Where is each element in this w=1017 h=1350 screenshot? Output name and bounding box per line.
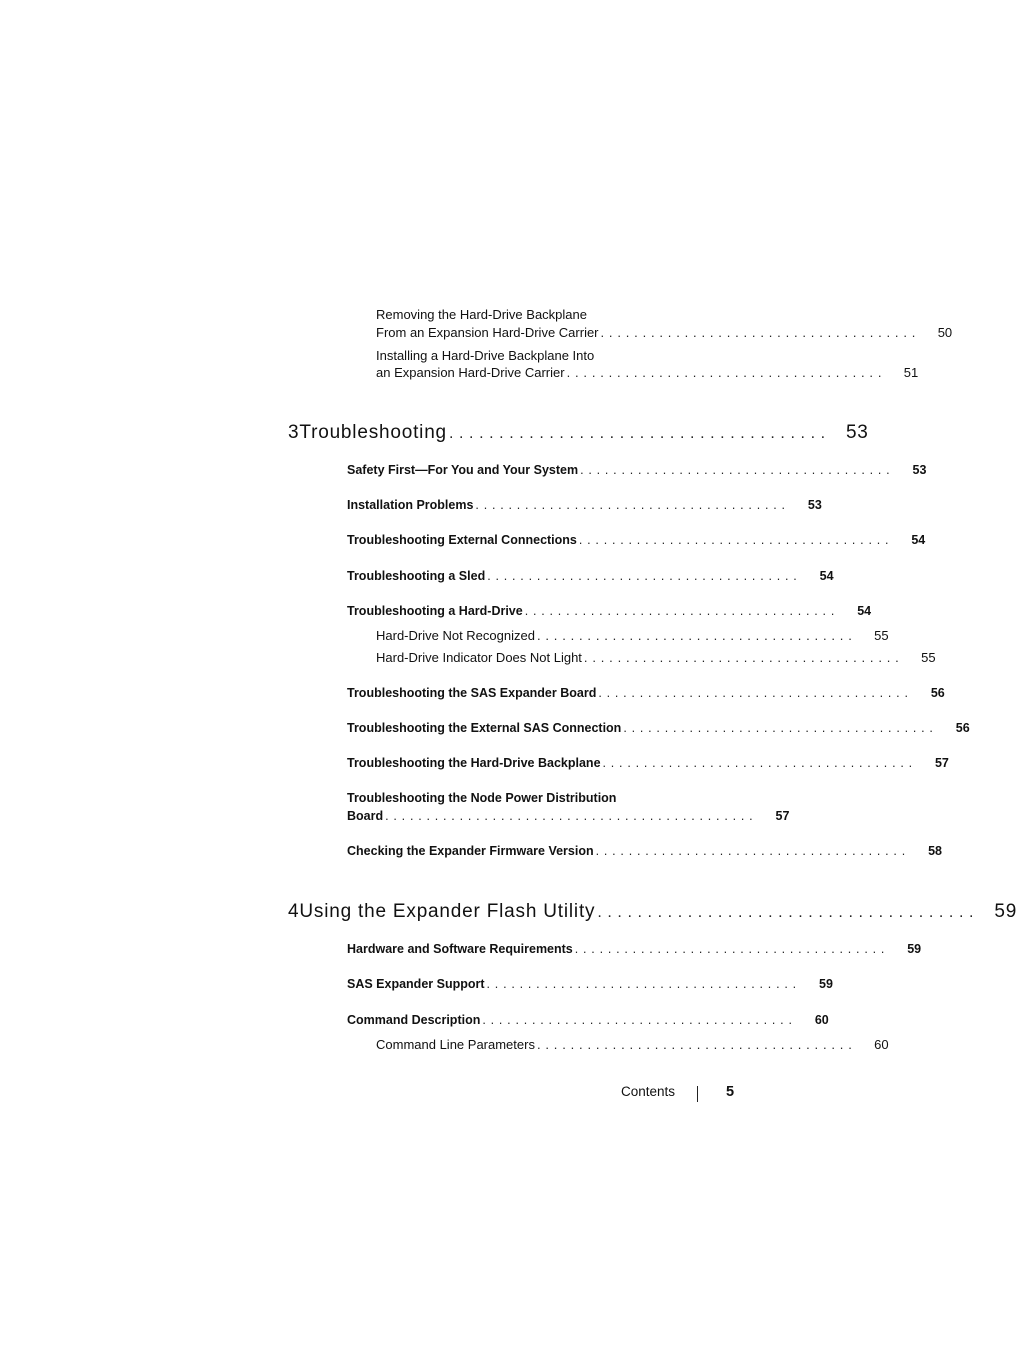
dot-leader: ...................................... bbox=[475, 498, 790, 512]
dot-leader: ...................................... bbox=[482, 1013, 797, 1027]
toc-entry[interactable] bbox=[376, 1037, 889, 1052]
toc-page-number: 54 bbox=[819, 569, 834, 583]
chapter-title: Troubleshooting bbox=[299, 422, 447, 443]
toc-entry[interactable] bbox=[347, 1013, 829, 1027]
toc-page-number: 56 bbox=[930, 686, 945, 700]
toc-page-number: 57 bbox=[934, 756, 949, 770]
toc-entry-title: From an Expansion Hard-Drive Carrier bbox=[376, 325, 599, 340]
toc-entry-title: Troubleshooting a Hard-Drive bbox=[347, 604, 523, 618]
dot-leader: ...................................... bbox=[595, 844, 910, 858]
toc-entry-title: Troubleshooting External Connections bbox=[347, 533, 577, 547]
dot-leader: ...................................... bbox=[448, 425, 831, 442]
toc-page-number: 56 bbox=[955, 721, 970, 735]
dot-leader: ...................................... bbox=[524, 604, 840, 618]
toc-entry-title-line1: Removing the Hard-Drive Backplane bbox=[376, 307, 587, 322]
toc-entry-title: Hard-Drive Not Recognized bbox=[376, 628, 535, 643]
toc-page-number: 59 bbox=[994, 901, 1017, 922]
toc-entry-title: Installation Problems bbox=[347, 498, 474, 512]
dot-leader: ...................................... bbox=[597, 904, 980, 921]
dot-leader: ...................................... bbox=[536, 1037, 857, 1052]
toc-page-number: 53 bbox=[912, 463, 927, 477]
dot-leader: ............................................. bbox=[385, 809, 758, 823]
toc-entry-title: Troubleshooting the Hard-Drive Backplane bbox=[347, 756, 601, 770]
toc-entry-title: Hard-Drive Indicator Does Not Light bbox=[376, 650, 582, 665]
toc-entry[interactable] bbox=[347, 569, 834, 583]
toc-page-number: 53 bbox=[807, 498, 822, 512]
toc-entry[interactable] bbox=[347, 604, 872, 618]
toc-entry-title: Troubleshooting the External SAS Connection bbox=[347, 721, 622, 735]
toc-entry-title-line1: Installing a Hard-Drive Backplane Into bbox=[376, 348, 595, 363]
footer-label: Contents bbox=[621, 1084, 676, 1099]
dot-leader: ...................................... bbox=[623, 721, 938, 735]
chapter-number: 4 bbox=[288, 901, 300, 922]
toc-page-number: 58 bbox=[928, 844, 942, 858]
dot-leader: ...................................... bbox=[598, 686, 913, 700]
toc-entry-title: Checking the Expander Firmware Version bbox=[347, 844, 594, 858]
toc-page-number: 55 bbox=[921, 650, 936, 665]
toc-page-number: 50 bbox=[937, 325, 953, 340]
dot-leader: ...................................... bbox=[486, 977, 801, 991]
toc-page-number: 51 bbox=[903, 365, 919, 380]
dot-leader: ...................................... bbox=[600, 325, 921, 340]
toc-entry-title: Command Description bbox=[347, 1013, 481, 1027]
toc-entry[interactable] bbox=[347, 463, 927, 477]
toc-entry[interactable] bbox=[347, 942, 922, 956]
toc-entry-title: Hardware and Software Requirements bbox=[347, 942, 573, 956]
toc-entry[interactable] bbox=[347, 533, 926, 547]
toc-page-number: 60 bbox=[874, 1037, 889, 1052]
dot-leader: ...................................... bbox=[487, 569, 802, 583]
toc-entry[interactable] bbox=[376, 365, 919, 380]
toc-entry[interactable] bbox=[376, 325, 953, 340]
toc-page-number: 54 bbox=[857, 604, 872, 618]
toc-chapter[interactable] bbox=[288, 422, 869, 444]
dot-leader: ...................................... bbox=[566, 365, 887, 380]
footer-page-number: 5 bbox=[726, 1084, 735, 1100]
chapter-number: 3 bbox=[288, 422, 300, 443]
toc-entry-title: Board bbox=[347, 809, 384, 823]
toc-entry-title: an Expansion Hard-Drive Carrier bbox=[376, 365, 565, 380]
toc-entry[interactable] bbox=[347, 844, 942, 858]
toc-page-number: 53 bbox=[845, 422, 869, 443]
toc-entry-title: Safety First—For You and Your System bbox=[347, 463, 579, 477]
toc-entry-title: Troubleshooting the SAS Expander Board bbox=[347, 686, 597, 700]
toc-entry-title: Command Line Parameters bbox=[376, 1037, 535, 1052]
toc-page-number: 59 bbox=[907, 942, 922, 956]
toc-entry-title: SAS Expander Support bbox=[347, 977, 485, 991]
toc-page-number: 60 bbox=[814, 1013, 829, 1027]
toc-page-number: 55 bbox=[874, 628, 889, 643]
footer-divider bbox=[697, 1086, 698, 1102]
dot-leader: ...................................... bbox=[583, 650, 904, 665]
toc-page-number: 54 bbox=[911, 533, 926, 547]
toc-page-number: 59 bbox=[819, 977, 833, 991]
toc-entry[interactable] bbox=[347, 686, 945, 700]
dot-leader: ...................................... bbox=[578, 533, 894, 547]
toc-page-number: 57 bbox=[775, 809, 790, 823]
toc-entry[interactable] bbox=[347, 498, 822, 512]
toc-entry[interactable] bbox=[347, 809, 790, 823]
toc-entry[interactable] bbox=[376, 650, 936, 665]
toc-entry-title-line1: Troubleshooting the Node Power Distribution bbox=[347, 791, 617, 805]
toc-entry-title: Troubleshooting a Sled bbox=[347, 569, 486, 583]
toc-chapter[interactable] bbox=[288, 901, 1017, 923]
dot-leader: ...................................... bbox=[580, 463, 895, 477]
toc-entry[interactable] bbox=[347, 721, 970, 735]
dot-leader: ...................................... bbox=[536, 628, 857, 643]
toc-entry[interactable] bbox=[376, 628, 889, 643]
toc-entry[interactable] bbox=[347, 977, 833, 991]
chapter-title: Using the Expander Flash Utility bbox=[299, 901, 596, 922]
toc-entry[interactable] bbox=[347, 756, 949, 770]
dot-leader: ...................................... bbox=[574, 942, 890, 956]
dot-leader: ...................................... bbox=[602, 756, 917, 770]
